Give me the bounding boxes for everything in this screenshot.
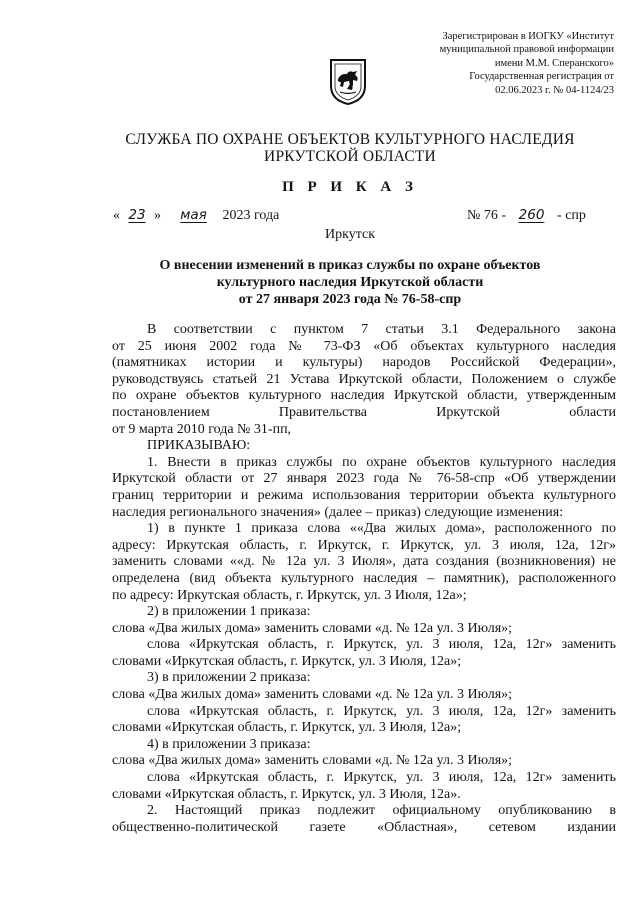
body-line: слова «Иркутская область, г. Иркутск, ул. 3 июля, 12а, 12г» заменить [147,770,616,786]
body-line: наследия регионального значения» (далее – приказ) следующие изменения: [112,504,564,520]
subject-line: культурного наследия Иркутской области [216,275,484,290]
body-line: 3) в приложении 2 приказа: [147,670,311,686]
body-line: от 25 июня 2002 года № 73-ФЗ «Об объектах культурного наследия [112,338,616,354]
order-body [112,322,616,836]
body-line: постановлением Правительства Иркутской области [112,404,616,420]
body-line: от 9 марта 2010 года № 31-пп, [112,421,292,437]
city: Иркутск [324,227,376,242]
body-line: адресу: Иркутская область, г. Иркутск, г. Иркутск, ул. 3 июля, 12а, 12г» [112,537,616,553]
registration-line: имени М.М. Сперанского» [494,57,614,69]
body-line: словами «Иркутская область, г. Иркутск, ул. 3 Июля, 12а»; [112,653,462,669]
registration-stamp [400,30,614,97]
body-line: (памятниках истории и культуры) народов Российской Федерации», [112,355,616,371]
body-line: по охране объектов культурного наследия Иркутской области, утвержденным [112,388,616,404]
body-line: 2. Настоящий приказ подлежит официальному опубликованию в [147,803,616,819]
body-line: заменить словами ««д. № 12а ул. 3 Июля», дата создания (возникновения) не [112,554,616,570]
subject-line: О внесении изменений в приказ службы по охране объектов [159,258,541,273]
registration-line: 02.06.2023 г. № 04-1124/23 [495,84,614,96]
body-line: слова «Иркутская область, г. Иркутск, ул. 3 июля, 12а, 12г» заменить [147,703,616,719]
order-number [467,207,586,224]
body-line: В соответствии с пунктом 7 статьи 3.1 Федерального закона [147,322,616,337]
order-title: П Р И К А З [282,179,418,195]
organization-name [100,131,600,165]
number-handwritten: 260 [518,207,545,223]
body-line: ПРИКАЗЫВАЮ: [147,438,251,454]
subject-line: от 27 января 2023 года № 76-58-спр [238,292,462,307]
body-line: 4) в приложении 3 приказа: [147,736,311,752]
body-line: словами «Иркутская область, г. Иркутск, ул. 3 Июля, 12а». [112,786,461,802]
body-line: Иркутской области от 27 января 2023 года № 76-58-спр «Об утверждении [112,471,616,487]
date-year: 2023 года [222,208,280,223]
organization-line: ИРКУТСКОЙ ОБЛАСТИ [264,148,436,165]
date-day-handwritten: 23 [128,207,146,223]
body-line: 2) в приложении 1 приказа: [147,604,311,620]
date-month-handwritten: мая [180,207,207,223]
organization-line: СЛУЖБА ПО ОХРАНЕ ОБЪЕКТОВ КУЛЬТУРНОГО НАСЛЕДИЯ [125,131,575,148]
body-line: 1. Внести в приказ службы по охране объектов культурного наследия [147,454,616,470]
number-suffix: - спр [557,208,586,223]
body-line: слова «Два жилых дома» заменить словами «д. № 12а ул. 3 Июля»; [112,687,513,703]
body-line: слова «Два жилых дома» заменить словами «д. № 12а ул. 3 Июля»; [112,753,513,769]
order-subject [100,257,600,308]
body-line: руководствуясь статьей 21 Устава Иркутской области, Положением о службе [112,371,616,387]
date-quote-open: « [113,208,120,223]
body-line: 1) в пункте 1 приказа слова ««Два жилых дома», расположенного по [147,521,616,537]
number-prefix: № 76 - [467,208,507,223]
registration-line: Зарегистрирован в ИОГКУ «Институт [442,31,614,42]
date-quote-close: » [154,208,161,223]
registration-line: муниципальной правовой информации [439,44,614,56]
body-line: словами «Иркутская область, г. Иркутск, ул. 3 Июля, 12а»; [112,720,462,736]
body-line: определена (вид объекта культурного наследия – памятник), расположенного [112,570,616,586]
body-line: слова «Иркутская область, г. Иркутск, ул. 3 июля, 12а, 12г» заменить [147,637,616,653]
irkutsk-coat-of-arms-icon [328,58,368,106]
body-line: по адресу: Иркутская область, г. Иркутск, ул. 3 Июля, 12а»; [112,587,467,603]
registration-line: Государственная регистрация от [469,71,614,83]
order-date [113,207,279,224]
body-line: слова «Два жилых дома» заменить словами «д. № 12а ул. 3 Июля»; [112,620,513,636]
body-line: границ территории и режима использования территории объекта культурного [112,487,616,503]
body-line: общественно-политической газете «Областная», сетевом издании [112,819,616,835]
